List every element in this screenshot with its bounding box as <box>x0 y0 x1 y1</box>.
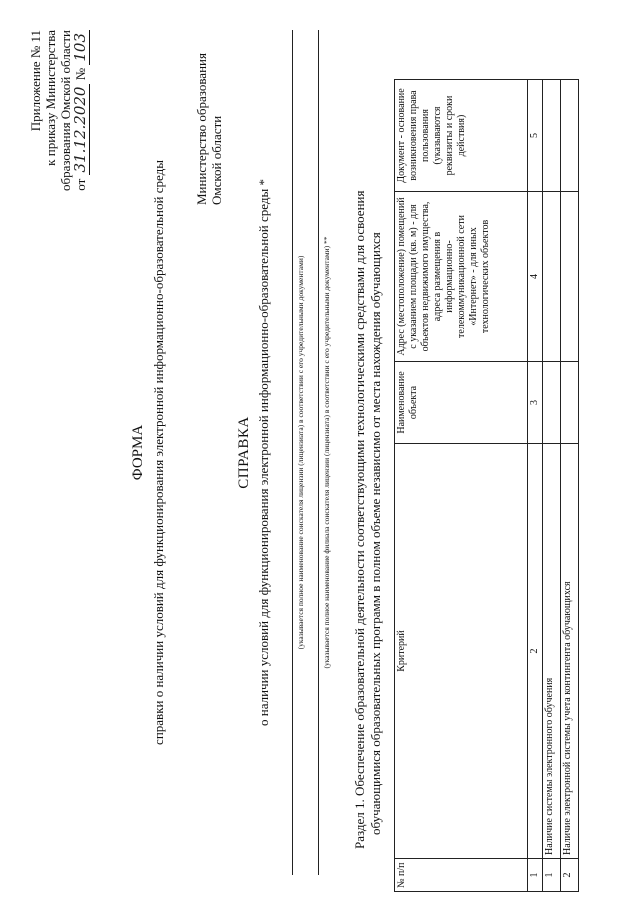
appendix-number: Приложение № 11 <box>28 30 43 132</box>
column-number: 4 <box>528 192 543 362</box>
section-1-heading <box>352 9 384 849</box>
criteria-table <box>394 79 579 892</box>
table-row <box>543 80 561 892</box>
section-1-line-2: обучающимися образовательных программ в полном объеме независимо от места нахождения обучающихся <box>368 232 383 835</box>
row-object-cell <box>543 362 561 444</box>
branch-name-line <box>318 30 319 875</box>
licensee-name-line <box>292 30 293 875</box>
row-number: 2 <box>561 859 579 892</box>
header-object-name: Наименование объекта <box>395 362 528 444</box>
appendix-ministry: образования Омской области <box>58 30 73 192</box>
certificate-subtitle: о наличии условий для функционирования электронной информационно-образовательной среды * <box>256 179 271 726</box>
column-number: 1 <box>528 859 543 892</box>
row-address-cell <box>543 192 561 362</box>
table-row <box>561 80 579 892</box>
ministry-line-1: Министерство образования <box>194 53 209 205</box>
column-number: 2 <box>528 444 543 859</box>
appendix-block <box>28 30 88 265</box>
row-document-cell <box>543 80 561 192</box>
column-number: 3 <box>528 362 543 444</box>
row-criterion: Наличие электронной системы учета контингента обучающихся <box>561 444 579 859</box>
header-criterion: Критерий <box>395 444 528 859</box>
row-object-cell <box>561 362 579 444</box>
appendix-order-ref: к приказу Министерства <box>43 30 58 166</box>
number-prefix: № <box>73 67 88 81</box>
table-header-row <box>395 80 528 892</box>
header-document: Документ - основание возникновения права пользования (указываются реквизиты и сроки действия) <box>395 80 528 192</box>
header-number: № п/п <box>395 859 528 892</box>
row-address-cell <box>561 192 579 362</box>
form-subtitle: справки о наличии условий для функционирования электронной информационно-образовательной среды <box>151 160 166 745</box>
handwritten-number: 103 <box>71 30 90 65</box>
row-number: 1 <box>543 859 561 892</box>
date-prefix: от <box>73 178 88 191</box>
column-number: 5 <box>528 80 543 192</box>
branch-caption: (указывается полное наименование филиала соискателя лицензии (лицензиата) в соответствии с его учредительными документами) ** <box>322 236 331 669</box>
licensee-caption: (указывается полное наименование соискателя лицензии (лицензиата) в соответствии с его учредительными документами) <box>296 255 305 650</box>
row-criterion: Наличие системы электронного обучения <box>543 444 561 859</box>
header-address: Адрес (местоположение) помещений с указанием площади (кв. м) - для объектов недвижимого имущества, адреса размещения в информационно-телекоммуникационной сети «Интернет» - для иных технологических объектов <box>395 192 528 362</box>
ministry-addressee <box>194 15 224 205</box>
row-document-cell <box>561 80 579 192</box>
certificate-title: СПРАВКА <box>236 416 252 489</box>
handwritten-date: 31.12.2020 <box>71 84 90 176</box>
appendix-date-line <box>73 30 88 265</box>
column-numbers-row <box>528 80 543 892</box>
section-1-line-1: Раздел 1. Обеспечение образовательной деятельности соответствующими технологическими средствами для освоения <box>352 190 367 849</box>
ministry-line-2: Омской области <box>209 115 224 205</box>
form-title: ФОРМА <box>130 424 146 481</box>
